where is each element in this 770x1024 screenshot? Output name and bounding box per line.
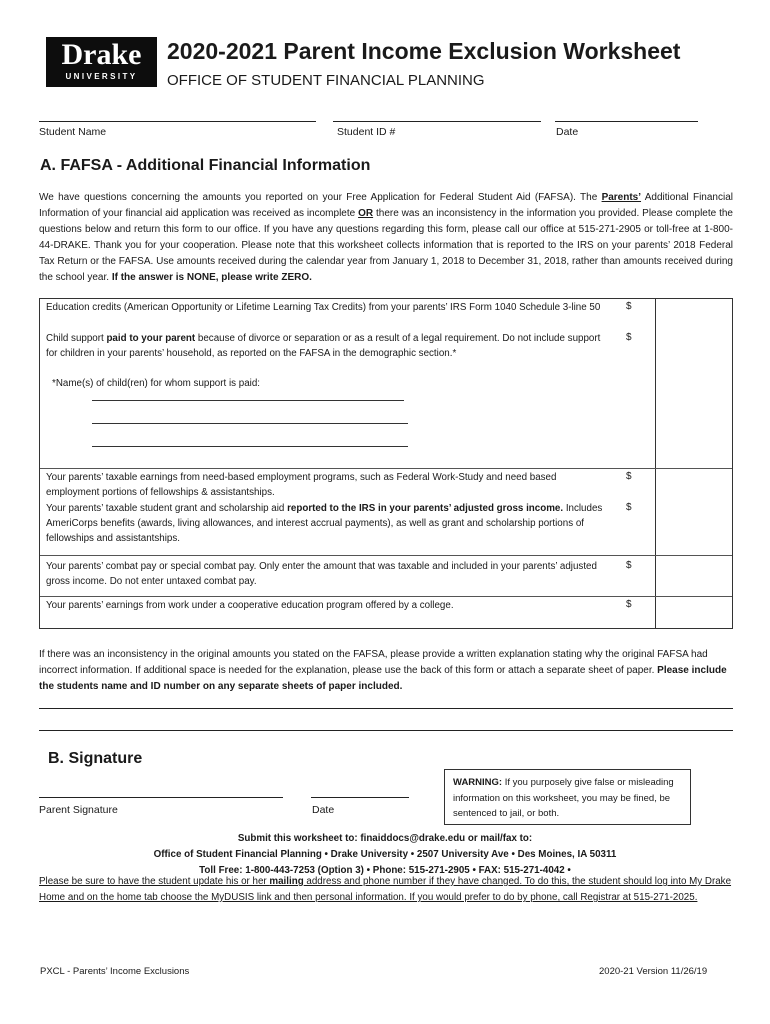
- amount-field[interactable]: $: [626, 332, 632, 343]
- child-names-label: *Name(s) of child(ren) for whom support is paid:: [52, 378, 260, 389]
- none-write-zero: If the answer is NONE, please write ZERO.: [111, 272, 312, 284]
- or-emphasis: OR: [358, 208, 374, 220]
- parent-signature-line[interactable]: [39, 797, 283, 798]
- page-title: 2020-2021 Parent Income Exclusion Worksheet: [167, 38, 681, 64]
- explanation-line[interactable]: [39, 730, 733, 731]
- child-name-line[interactable]: [92, 400, 404, 401]
- student-name-label: Student Name: [39, 126, 107, 138]
- update-note: Please be sure to have the student update his or her mailing address and phone number if they have changed. To do this, the student should log into My Drake Home and on the home tab choose the MyDUSIS link and then personal information. If you would prefer to do by phone, call Registrar at 515-271-2025.: [39, 876, 732, 903]
- parents-emphasis: Parents’: [601, 192, 642, 203]
- logo-subtitle: UNIVERSITY: [65, 72, 138, 81]
- section-b-heading: B. Signature: [48, 750, 143, 767]
- section-a-intro: We have questions concerning the amounts you reported on your Free Application for Federal Student Aid (FAFSA). The Parents’ Additional Financial Information of your financial aid application was received as incomplete OR there was an inconsistency in the information you provided. Please complete the questions below and return this form to our office. If you have any questions regarding this form, please call our office at 515-271-2905 or toll-free at 1-800-44-DRAKE. Thank you for your cooperation. Please note that this worksheet collects information that is reported to the IRS on your parents’ 2018 Federal Tax Return or the FAFSA. Use amounts received during the calendar year from January 1, 2018 to December 31, 2018, rather than amounts received during the school year. If the answer is NONE, please write ZERO.: [39, 192, 733, 284]
- logo-word: Drake: [61, 38, 142, 71]
- amount-field[interactable]: $: [626, 502, 632, 513]
- amount-field[interactable]: $: [626, 471, 632, 482]
- section-a-heading: A. FAFSA - Additional Financial Information: [40, 157, 371, 174]
- amount-field[interactable]: $: [626, 560, 632, 571]
- child-name-line[interactable]: [92, 446, 408, 447]
- table-row-work-study: Your parents’ taxable earnings from need-based employment programs, such as Federal Work-Study and need based employment portions of fellowships & assistantships. $: [46, 471, 632, 498]
- table-row-education-credits: Education credits (American Opportunity or Lifetime Learning Tax Credits) from your parents’ IRS Form 1040 Schedule 3-line 50 $: [46, 301, 632, 313]
- table-row-coop-education: Your parents’ earnings from work under a cooperative education program offered by a college. $: [46, 599, 632, 611]
- date-line[interactable]: [555, 121, 698, 122]
- table-row-child-support: Child support paid to your parent because of divorce or separation or as a result of a legal requirement. Do not include support for children in your parents’ household, as reported on the FAFSA in the demographic section.* $ *Name(s) of child(ren) for whom support is paid:: [40, 330, 732, 469]
- amount-field[interactable]: $: [626, 599, 632, 610]
- contact-info: Submit this worksheet to: finaiddocs@drake.edu or mail/fax to: Office of Student Financial Planning • Drake University • 2507 University Ave • Des Moines, IA 50311 Toll Free: 1-800-443-7253 (Option 3) • Phone: 515-271-2905 • FAX: 515-271-4042 •: [0, 831, 770, 879]
- amount-field[interactable]: $: [626, 301, 632, 312]
- student-id-line[interactable]: [333, 121, 541, 122]
- income-table: [39, 298, 733, 629]
- email-link[interactable]: finaiddocs@drake.edu: [360, 833, 466, 844]
- student-name-line[interactable]: [39, 121, 316, 122]
- signature-date-line[interactable]: [311, 797, 409, 798]
- explanation-line[interactable]: [39, 708, 733, 709]
- explanation-instructions: If there was an inconsistency in the original amounts you stated on the FAFSA, please provide a written explanation stating why the original FAFSA had incorrect information. If additional space is needed for the explanation, please use the back of this form or attach a separate sheet of paper. Please include the students name and ID number on any separate sheets of paper included.: [39, 649, 727, 693]
- drake-university-logo: [46, 37, 157, 87]
- signature-date-label: Date: [312, 804, 335, 816]
- mailing-address: Office of Student Financial Planning • Drake University • 2507 University Ave • Des Moines, IA 50311: [153, 849, 617, 860]
- parent-signature-label: Parent Signature: [39, 804, 118, 816]
- warning-label: WARNING:: [453, 777, 503, 788]
- footer-form-code: PXCL - Parents’ Income Exclusions: [40, 966, 190, 977]
- office-name: OFFICE OF STUDENT FINANCIAL PLANNING: [167, 72, 485, 89]
- phone-fax: Toll Free: 1-800-443-7253 (Option 3) • Phone: 515-271-2905 • FAX: 515-271-4042 •: [199, 865, 571, 876]
- warning-box: WARNING: If you purposely give false or misleading information on this worksheet, you may be fined, be sentenced to jail, or both.: [444, 769, 691, 825]
- student-id-label: Student ID #: [337, 126, 396, 138]
- date-label: Date: [556, 126, 579, 138]
- table-row-grant-aid: Your parents’ taxable student grant and scholarship aid reported to the IRS in your parents’ adjusted gross income. Includes AmeriCorps benefits (awards, living allowances, and interest accrual payments), as well as grant and scholarship portions of fellowships and assistantships. $: [40, 500, 732, 556]
- table-row-combat-pay: Your parents’ combat pay or special combat pay. Only enter the amount that was taxable and included in your parents’ adjusted gross income. Do not enter untaxed combat pay. $: [40, 556, 732, 597]
- footer-version: 2020-21 Version 11/26/19: [599, 966, 708, 977]
- child-name-line[interactable]: [92, 423, 408, 424]
